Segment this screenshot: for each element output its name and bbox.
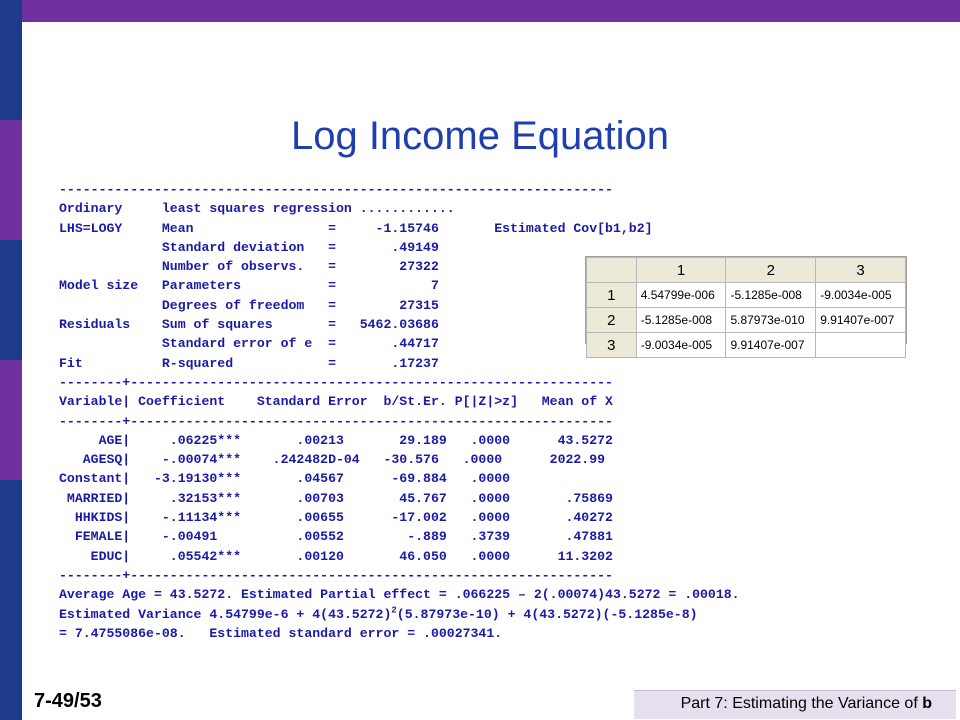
- output-line: Ordinary least squares regression ............: [59, 201, 455, 217]
- footer-box: [634, 690, 956, 719]
- matrix-col-header: 2: [726, 258, 816, 283]
- output-line: Fit R-squared = .17237: [59, 355, 439, 371]
- left-bar-segment: [0, 240, 22, 360]
- output-line: Average Age = 43.5272. Estimated Partial effect = .066225 – 2(.00074)43.5272 = .00018.: [59, 587, 740, 603]
- output-line: FEMALE| -.00491 .00552 -.889 .3739 .47881: [59, 529, 613, 545]
- output-line: --------+-------------------------------------------------------------: [59, 567, 613, 583]
- matrix-row-header: 1: [587, 283, 637, 308]
- output-line: Standard error of e = .44717: [59, 336, 439, 352]
- output-line: Model size Parameters = 7: [59, 278, 439, 294]
- variance-text-a: Estimated Variance 4.54799e-6 + 4(43.5272): [59, 606, 392, 622]
- output-line: AGE| .06225*** .00213 29.189 .0000 43.5272: [59, 432, 613, 448]
- matrix-cell: -9.0034e-005: [636, 333, 726, 358]
- matrix-col-header: 1: [636, 258, 726, 283]
- result-line: = 7.4755086e-08. Estimated standard error = .00027341.: [59, 625, 503, 641]
- output-line: HHKIDS| -.11134*** .00655 -17.002 .0000 .40272: [59, 510, 613, 526]
- variance-text-b: (5.87973e-10) + 4(43.5272)(-5.1285e-8): [396, 606, 698, 622]
- output-line: ----------------------------------------------------------------------: [59, 182, 613, 197]
- output-line: MARRIED| .32153*** .00703 45.767 .0000 .75869: [59, 490, 613, 506]
- output-line: --------+-------------------------------------------------------------: [59, 374, 613, 390]
- matrix-cell: 9.91407e-007: [816, 308, 906, 333]
- output-line: Residuals Sum of squares = 5462.03686: [59, 317, 439, 333]
- matrix-cell: -5.1285e-008: [636, 308, 726, 333]
- output-line: Standard deviation = .49149: [59, 239, 439, 255]
- matrix-cell: 5.87973e-010: [726, 308, 816, 333]
- output-line: Constant| -3.19130*** .04567 -69.884 .0000: [59, 471, 511, 487]
- output-line: Degrees of freedom = 27315: [59, 297, 439, 313]
- output-line: AGESQ| -.00074*** .242482D-04 -30.576 .0000 2022.99: [59, 452, 606, 468]
- regression-output: [59, 180, 959, 643]
- left-bar-segment: [0, 480, 22, 720]
- output-line: --------+-------------------------------------------------------------: [59, 413, 613, 429]
- output-line: Variable| Coefficient Standard Error b/St.Er. P[|Z|>z] Mean of X: [59, 394, 613, 410]
- slide-number: 7-49/53: [34, 690, 102, 712]
- footer-caption: [681, 695, 932, 713]
- footer-bold: b: [922, 695, 932, 712]
- footer-prefix: Part 7: Estimating the Variance of: [680, 695, 923, 712]
- matrix-cell: -9.0034e-005: [816, 283, 906, 308]
- matrix-cell: 9.91407e-007: [726, 333, 816, 358]
- output-line: EDUC| .05542*** .00120 46.050 .0000 11.3202: [59, 548, 613, 564]
- matrix-cell: -5.1285e-008: [726, 283, 816, 308]
- output-line: LHS=LOGY Mean = -1.15746 Estimated Cov[b1,b2]: [59, 220, 653, 236]
- matrix-cell: [816, 333, 906, 358]
- covariance-matrix-table: [585, 256, 907, 354]
- variance-exponent: 2: [391, 605, 397, 616]
- matrix-row-header: 3: [587, 333, 637, 358]
- top-accent-bar: [0, 0, 960, 22]
- slide-title: Log Income Equation: [290, 114, 670, 158]
- matrix-corner: [587, 258, 637, 283]
- output-line: Number of observs. = 27322: [59, 259, 439, 275]
- left-bar-segment: [0, 360, 22, 480]
- matrix-col-header: 3: [816, 258, 906, 283]
- matrix-cell: 4.54799e-006: [636, 283, 726, 308]
- matrix-row-header: 2: [587, 308, 637, 333]
- left-accent-bar: [0, 0, 22, 720]
- left-bar-segment: [0, 0, 22, 120]
- variance-line: [59, 605, 959, 624]
